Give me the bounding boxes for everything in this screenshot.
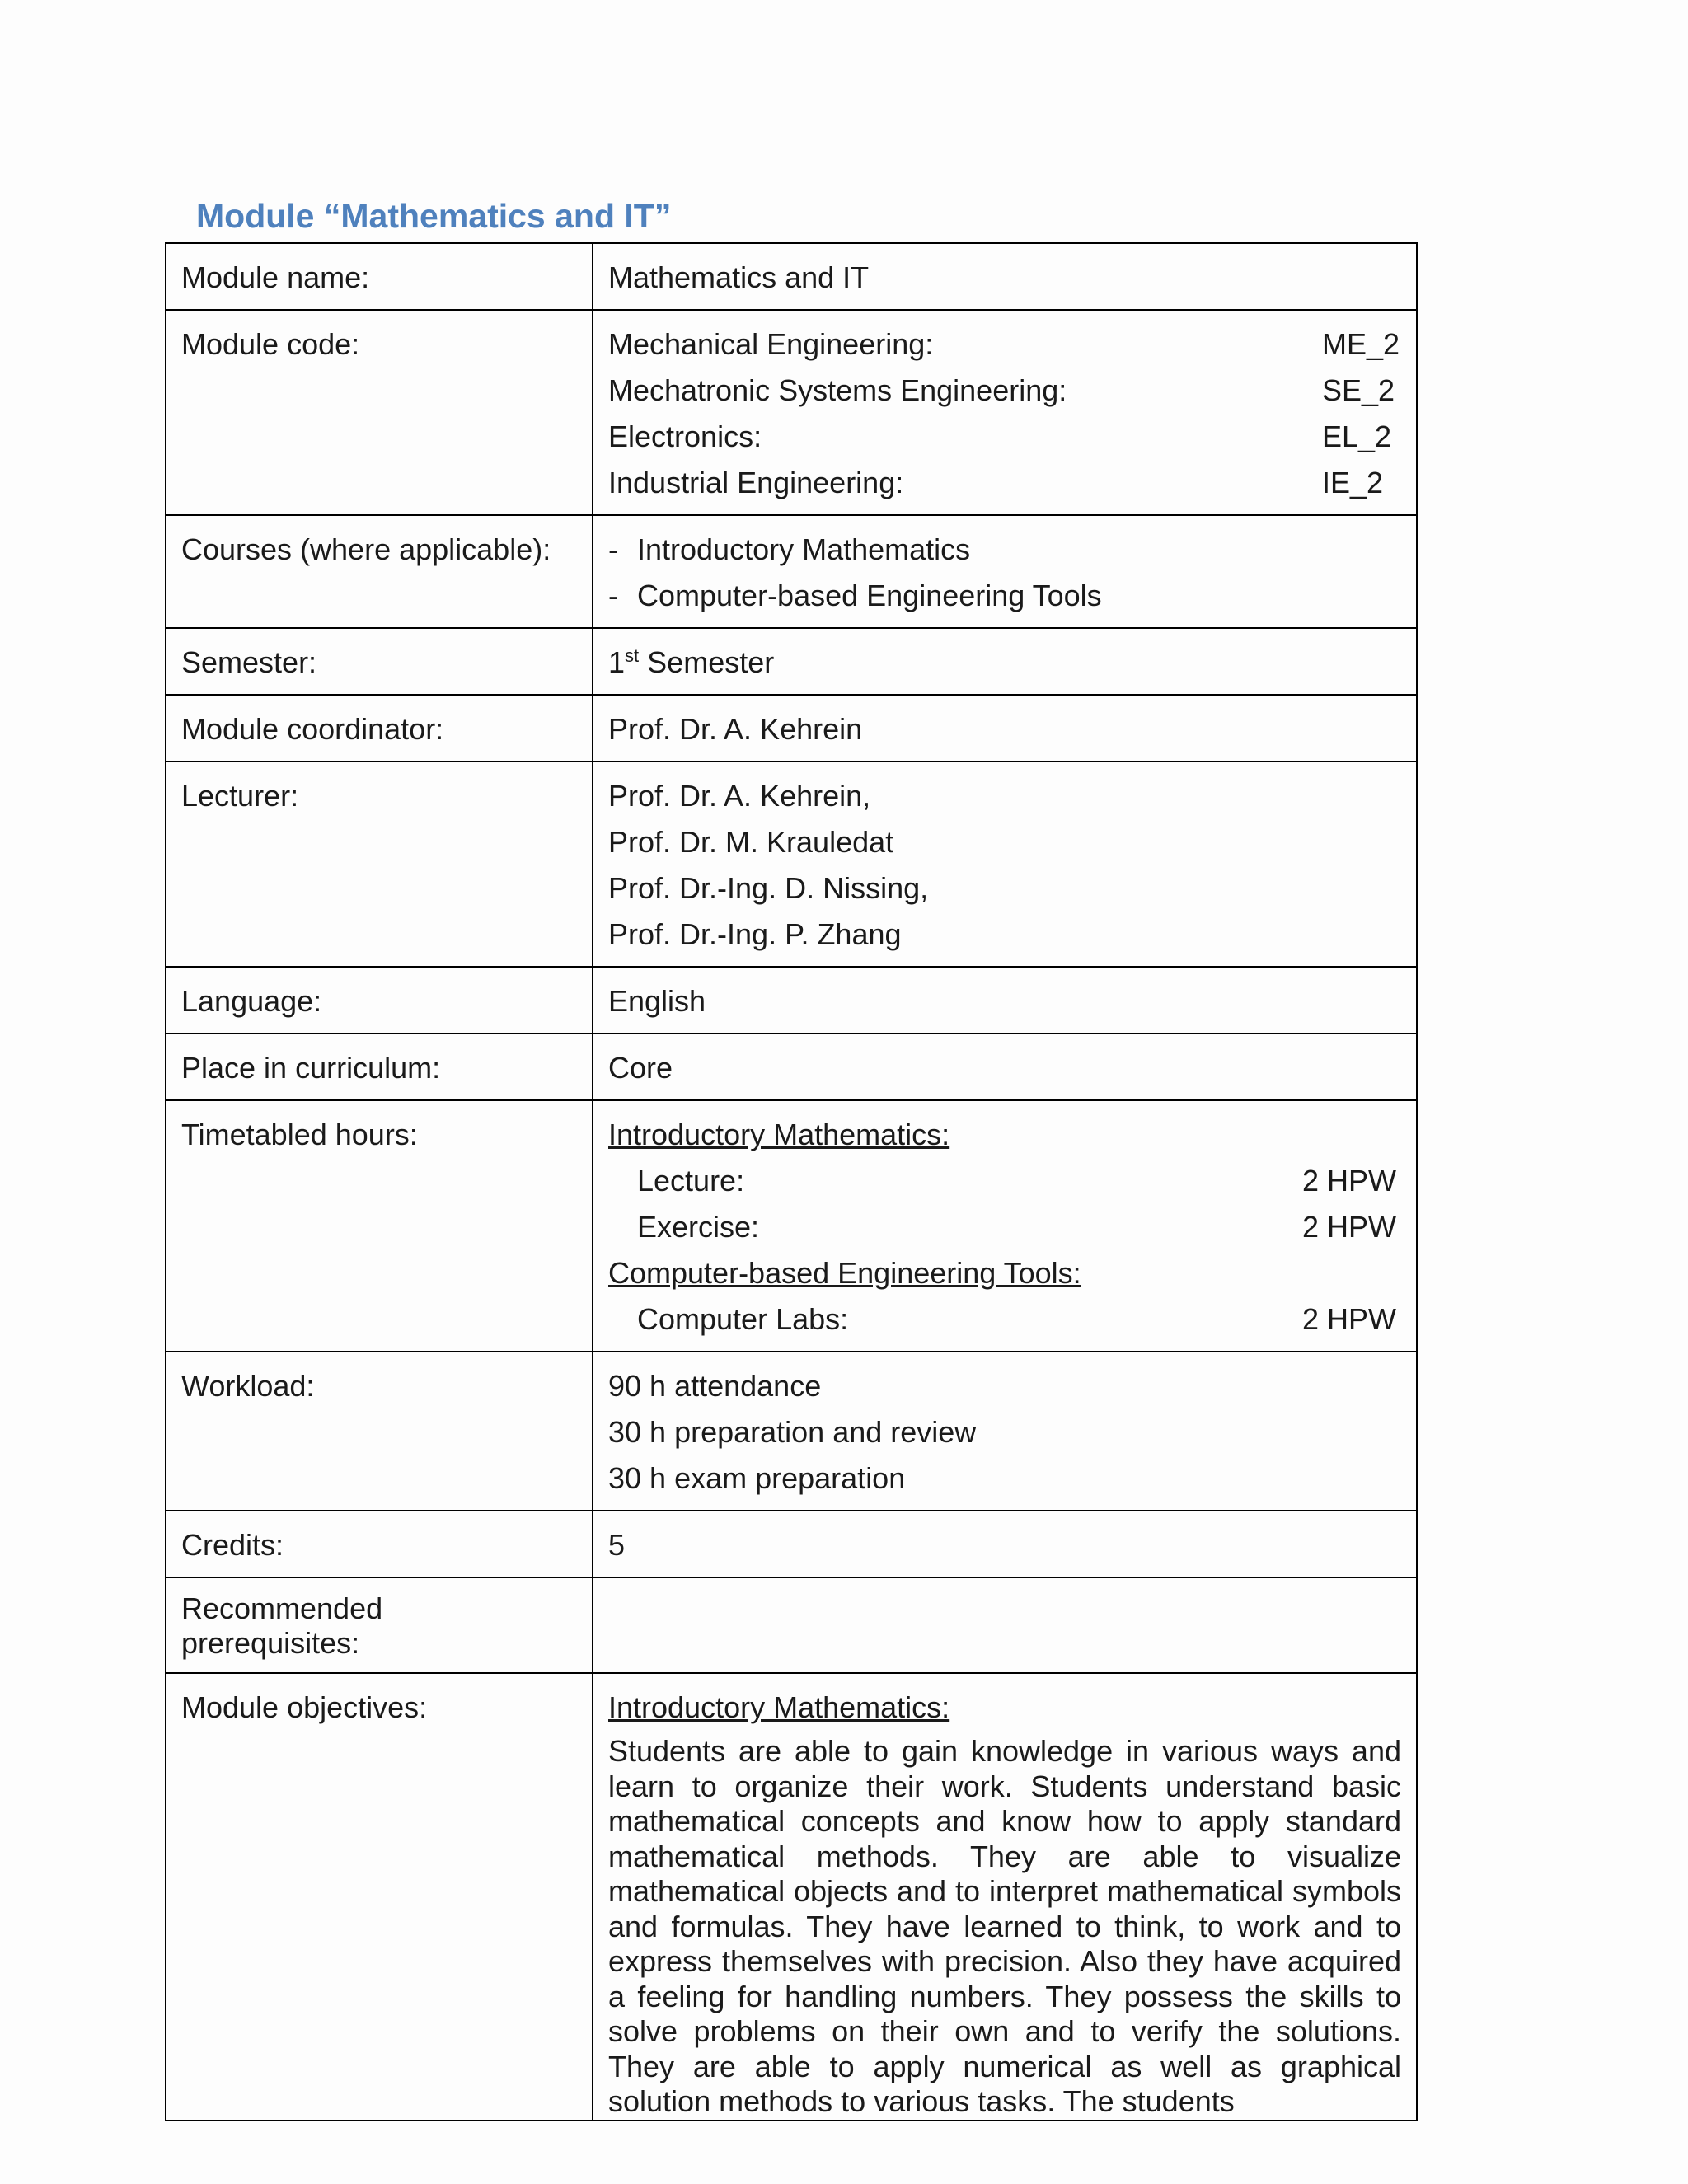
label-language: Language: bbox=[166, 967, 593, 1033]
label-prerequisites-line: prerequisites: bbox=[181, 1626, 360, 1660]
value-lecturer bbox=[593, 762, 1417, 967]
program-code: ME_2 bbox=[1322, 327, 1400, 361]
semester-number: 1 bbox=[608, 645, 626, 679]
workload-line: 30 h exam preparation bbox=[608, 1461, 906, 1495]
label-courses: Courses (where applicable): bbox=[166, 515, 593, 628]
hours-item bbox=[608, 1158, 1401, 1204]
label-lecturer: Lecturer: bbox=[166, 762, 593, 967]
hours-item-value: 2 HPW bbox=[1302, 1210, 1397, 1244]
value-coordinator: Prof. Dr. A. Kehrein bbox=[593, 695, 1417, 762]
program-code: SE_2 bbox=[1322, 373, 1395, 407]
course-name: Computer-based Engineering Tools bbox=[637, 579, 1102, 612]
code-entry bbox=[608, 460, 1401, 506]
code-entry bbox=[608, 321, 1401, 368]
value-objectives bbox=[593, 1673, 1417, 2121]
label-workload: Workload: bbox=[166, 1352, 593, 1511]
program-name: Mechatronic Systems Engineering: bbox=[608, 373, 1067, 407]
hours-item-name: Computer Labs: bbox=[637, 1302, 849, 1336]
row-prerequisites bbox=[166, 1577, 1417, 1673]
lecturer-line: Prof. Dr.-Ing. P. Zhang bbox=[608, 917, 902, 951]
hours-item-name: Exercise: bbox=[637, 1210, 760, 1244]
module-title: Module “Mathematics and IT” bbox=[196, 197, 672, 235]
hours-item bbox=[608, 1296, 1401, 1343]
value-workload bbox=[593, 1352, 1417, 1511]
module-table bbox=[165, 242, 1418, 2121]
course-item bbox=[608, 527, 1401, 573]
value-courses bbox=[593, 515, 1417, 628]
semester-ordinal: st bbox=[625, 645, 640, 666]
row-workload bbox=[166, 1352, 1417, 1511]
label-prerequisites-line: Recommended bbox=[181, 1591, 383, 1625]
lecturer-line: Prof. Dr. A. Kehrein, bbox=[608, 779, 871, 813]
program-name: Mechanical Engineering: bbox=[608, 327, 934, 361]
dash-bullet: - bbox=[608, 532, 618, 566]
course-name: Introductory Mathematics bbox=[637, 532, 971, 566]
label-module-code: Module code: bbox=[166, 310, 593, 515]
hours-item-value: 2 HPW bbox=[1302, 1164, 1397, 1197]
value-hours bbox=[593, 1100, 1417, 1352]
label-objectives: Module objectives: bbox=[166, 1673, 593, 2121]
row-objectives bbox=[166, 1673, 1417, 2121]
row-language bbox=[166, 967, 1417, 1033]
semester-text: Semester bbox=[647, 645, 775, 679]
row-courses bbox=[166, 515, 1417, 628]
label-semester: Semester: bbox=[166, 628, 593, 695]
lecturer-line: Prof. Dr.-Ing. D. Nissing, bbox=[608, 871, 929, 905]
row-lecturer bbox=[166, 762, 1417, 967]
program-code: EL_2 bbox=[1322, 419, 1392, 453]
code-entry bbox=[608, 414, 1401, 460]
workload-line: 30 h preparation and review bbox=[608, 1415, 977, 1449]
course-item bbox=[608, 573, 1401, 619]
label-module-name: Module name: bbox=[166, 243, 593, 310]
value-semester bbox=[593, 628, 1417, 695]
code-entry bbox=[608, 368, 1401, 414]
objectives-text: Students are able to gain knowledge in various ways and learn to organize their work. Students understand basic mathematical concepts and know how to apply standard mathematical methods. They are able to visualize mathematical objects and to interpret mathematical symbols and formulas. They have learned to think, to work and to express themselves with precision. Also they have acquired a feeling for handling numbers. They possess the skills to solve problems on their own and to verify the solutions. They are able to apply numerical as well as graphical solution methods to various tasks. The students bbox=[608, 1734, 1401, 2118]
value-prerequisites bbox=[593, 1577, 1417, 1673]
value-language: English bbox=[593, 967, 1417, 1033]
row-module-code bbox=[166, 310, 1417, 515]
program-name: Industrial Engineering: bbox=[608, 466, 904, 499]
row-semester bbox=[166, 628, 1417, 695]
hours-group-heading: Computer-based Engineering Tools: bbox=[608, 1256, 1081, 1290]
label-credits: Credits: bbox=[166, 1511, 593, 1577]
hours-item bbox=[608, 1204, 1401, 1250]
value-credits: 5 bbox=[593, 1511, 1417, 1577]
row-hours bbox=[166, 1100, 1417, 1352]
label-prerequisites bbox=[166, 1577, 593, 1673]
program-name: Electronics: bbox=[608, 419, 762, 453]
label-place: Place in curriculum: bbox=[166, 1033, 593, 1100]
workload-line: 90 h attendance bbox=[608, 1369, 822, 1403]
row-coordinator bbox=[166, 695, 1417, 762]
hours-item-value: 2 HPW bbox=[1302, 1302, 1397, 1336]
row-module-name bbox=[166, 243, 1417, 310]
dash-bullet: - bbox=[608, 579, 618, 612]
program-code: IE_2 bbox=[1322, 466, 1384, 499]
hours-item-name: Lecture: bbox=[637, 1164, 745, 1197]
label-hours: Timetabled hours: bbox=[166, 1100, 593, 1352]
objectives-heading: Introductory Mathematics: bbox=[608, 1690, 950, 1724]
lecturer-line: Prof. Dr. M. Krauledat bbox=[608, 825, 894, 859]
value-place: Core bbox=[593, 1033, 1417, 1100]
value-module-name: Mathematics and IT bbox=[593, 243, 1417, 310]
row-credits bbox=[166, 1511, 1417, 1577]
value-module-code bbox=[593, 310, 1417, 515]
label-coordinator: Module coordinator: bbox=[166, 695, 593, 762]
row-place bbox=[166, 1033, 1417, 1100]
hours-group-heading: Introductory Mathematics: bbox=[608, 1118, 950, 1151]
